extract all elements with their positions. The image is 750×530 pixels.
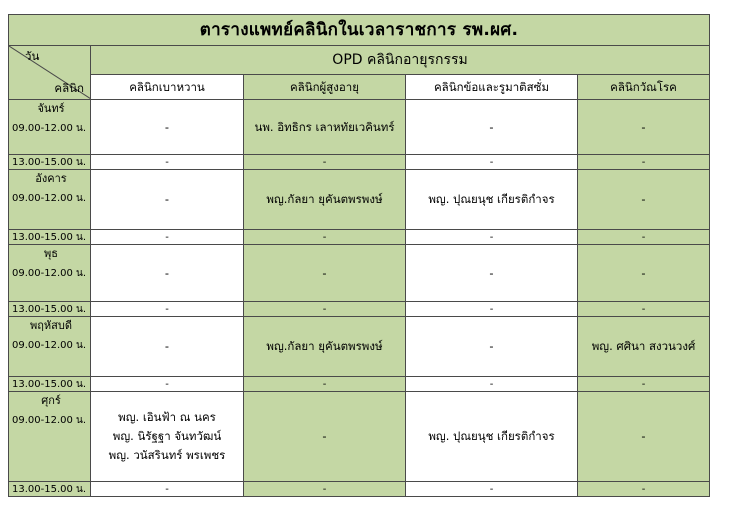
table-row (9, 482, 710, 497)
schedule-cell: - (91, 155, 244, 170)
schedule-cell: - (91, 100, 244, 155)
afternoon-time: 13.00-15.00 น. (9, 155, 91, 170)
day-cell (9, 100, 91, 155)
schedule-cell: - (406, 482, 578, 497)
table-title: ตารางแพทย์คลินิกในเวลาราชการ รพ.ผศ. (9, 15, 710, 46)
day-name: อังคาร (35, 172, 67, 185)
table-row (9, 100, 710, 155)
corner-day-label: วัน (25, 49, 40, 63)
day-name: จันทร์ (37, 102, 65, 115)
table-row (9, 377, 710, 392)
schedule-cell: - (578, 230, 710, 245)
day-name: พฤหัสบดี (29, 319, 72, 332)
schedule-cell: - (578, 482, 710, 497)
table-row (9, 317, 710, 377)
afternoon-time: 13.00-15.00 น. (9, 302, 91, 317)
schedule-cell: - (578, 155, 710, 170)
table-row (9, 170, 710, 230)
table-row (9, 302, 710, 317)
doctor-name: พญ. นิรัฐฐา จันทวัฒน์ (112, 429, 222, 443)
schedule-cell: - (244, 392, 406, 482)
schedule-cell: - (406, 377, 578, 392)
day-cell (9, 245, 91, 302)
day-cell (9, 317, 91, 377)
table-row (9, 155, 710, 170)
clinic-header-rheumatology: คลินิกข้อและรูมาติสซั่ม (406, 75, 578, 100)
clinic-header-diabetes: คลินิกเบาหวาน (91, 75, 244, 100)
afternoon-time: 13.00-15.00 น. (9, 482, 91, 497)
morning-time: 09.00-12.00 น. (12, 268, 87, 279)
doctor-schedule-table (8, 14, 710, 497)
schedule-cell: พญ. ศศินา สงวนวงศ์ (578, 317, 710, 377)
morning-time: 09.00-12.00 น. (12, 340, 87, 351)
schedule-cell: - (91, 302, 244, 317)
schedule-cell: พญ. ปุณยนุช เกียรติกำจร (406, 392, 578, 482)
schedule-cell: - (244, 245, 406, 302)
schedule-cell: พญ.กัลยา ยุคันตพรพงษ์ (244, 317, 406, 377)
schedule-cell: - (244, 302, 406, 317)
doctor-name: พญ. วนัสรินทร์ พรเพชร (108, 448, 226, 462)
corner-clinic-label: คลินิก (54, 81, 84, 95)
table-row (9, 392, 710, 482)
schedule-cell: - (244, 482, 406, 497)
schedule-cell: - (91, 482, 244, 497)
afternoon-time: 13.00-15.00 น. (9, 377, 91, 392)
schedule-cell: - (578, 245, 710, 302)
schedule-cell: - (91, 377, 244, 392)
schedule-cell: - (244, 230, 406, 245)
schedule-cell: - (406, 302, 578, 317)
schedule-cell: - (244, 377, 406, 392)
day-name: ศุกร์ (41, 394, 61, 407)
schedule-cell: - (406, 155, 578, 170)
day-name: พุธ (44, 247, 58, 260)
department-header: OPD คลินิกอายุรกรรม (91, 46, 710, 75)
schedule-cell: - (91, 317, 244, 377)
day-cell (9, 170, 91, 230)
schedule-cell: - (406, 245, 578, 302)
schedule-cell: - (578, 377, 710, 392)
table-row (9, 245, 710, 302)
schedule-cell: - (244, 155, 406, 170)
schedule-cell: - (578, 100, 710, 155)
clinic-header-elderly: คลินิกผู้สูงอายุ (244, 75, 406, 100)
schedule-cell: - (406, 317, 578, 377)
schedule-cell: - (406, 230, 578, 245)
schedule-cell: พญ.กัลยา ยุคันตพรพงษ์ (244, 170, 406, 230)
schedule-cell: - (91, 170, 244, 230)
morning-time: 09.00-12.00 น. (12, 415, 87, 426)
day-cell (9, 392, 91, 482)
morning-time: 09.00-12.00 น. (12, 123, 87, 134)
schedule-sheet (8, 14, 709, 520)
schedule-cell (91, 392, 244, 482)
schedule-cell: นพ. อิทธิกร เลาหทัยเวคินทร์ (244, 100, 406, 155)
morning-time: 09.00-12.00 น. (12, 193, 87, 204)
clinic-header-tuberculosis: คลินิกวัณโรค (578, 75, 710, 100)
schedule-cell: - (406, 100, 578, 155)
schedule-cell: - (578, 302, 710, 317)
schedule-cell: - (578, 392, 710, 482)
afternoon-time: 13.00-15.00 น. (9, 230, 91, 245)
doctor-name: พญ. เอินฟ้า ณ นคร (118, 410, 216, 424)
table-row (9, 230, 710, 245)
schedule-cell: พญ. ปุณยนุช เกียรติกำจร (406, 170, 578, 230)
schedule-cell: - (578, 170, 710, 230)
schedule-cell: - (91, 230, 244, 245)
corner-header (9, 46, 91, 100)
schedule-cell: - (91, 245, 244, 302)
